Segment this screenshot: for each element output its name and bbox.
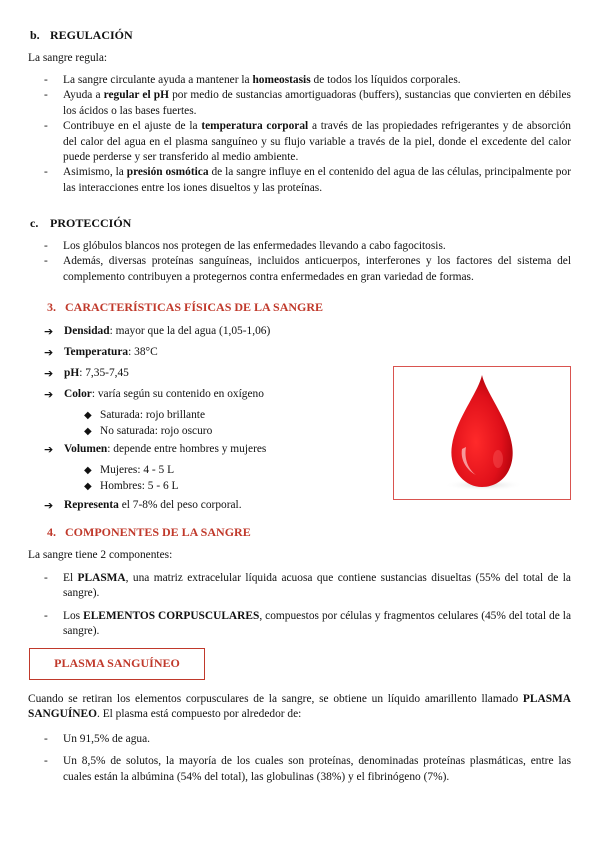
list-item: - La sangre circulante ayuda a mantener la homeostasis de todos los líquidos corporales.	[44, 73, 571, 88]
volumen-item: ➔ Volumen: depende entre hombres y mujeres	[44, 443, 267, 456]
regulacion-list	[44, 73, 571, 196]
diamond-bullet-icon: ◆	[84, 410, 92, 422]
list-item: - Además, diversas proteínas sanguíneas, incluidos anticuerpos, interferones y los factores del sistema del complemento contribuyen a protegernos contra enfermedades en gran variedad de formas.	[44, 254, 571, 285]
section-componentes-heading: 4. COMPONENTES DE LA SANGRE	[47, 525, 251, 539]
list-item: - Contribuye en el ajuste de la temperatura corporal a través de las propiedades refrigerantes y de absorción del calor del agua en el plasma sanguíneo y su flujo variable a través de la piel, donde el excedente del calor puede perderse y ser transferido al medio ambiente.	[44, 119, 571, 165]
representa-item: ➔ Representa el 7-8% del peso corporal.	[44, 499, 242, 512]
list-item: - El PLASMA, una matriz extracelular líquida acuosa que contiene sustancias disueltas (55% del total de la sangre).	[44, 571, 571, 602]
section-regulacion-heading: b. REGULACIÓN	[30, 28, 133, 42]
color-item: ➔ Color: varía según su contenido en oxígeno	[44, 388, 264, 401]
list-item: - Ayuda a regular el pH por medio de sustancias amortiguadoras (buffers), sustancias que convierten en débiles los ácidos o las bases fuertes.	[44, 88, 571, 119]
densidad-item: ➔ Densidad: mayor que la del agua (1,05-1,06)	[44, 325, 271, 338]
list-item: ◆ Saturada: rojo brillante	[44, 408, 344, 423]
list-item: - Un 8,5% de solutos, la mayoría de los cuales son proteínas, denominadas proteínas plasmáticas, entre las cuales están la albúmina (54% del total), las globulinas (38%) y el fibrinógeno (7%).	[44, 754, 571, 785]
componentes-intro: La sangre tiene 2 componentes:	[28, 549, 173, 561]
plasma-list	[44, 732, 571, 785]
arrow-icon: ➔	[44, 499, 54, 512]
list-item: - Los ELEMENTOS CORPUSCULARES, compuestos por células y fragmentos celulares (45% del total de la sangre).	[44, 609, 571, 640]
diamond-bullet-icon: ◆	[84, 480, 92, 492]
plasma-section-title-box: PLASMA SANGUÍNEO	[29, 648, 205, 680]
proteccion-list	[44, 239, 571, 285]
componentes-list	[44, 571, 571, 640]
ph-item: ➔ pH: 7,35-7,45	[44, 367, 129, 380]
list-item: - Los glóbulos blancos nos protegen de las enfermedades llevando a cabo fagocitosis.	[44, 239, 571, 254]
list-item: ◆ Hombres: 5 - 6 L	[44, 479, 344, 494]
diamond-bullet-icon: ◆	[84, 465, 92, 477]
list-item: - Un 91,5% de agua.	[44, 732, 571, 747]
blood-drop-image-frame	[393, 366, 571, 500]
arrow-icon: ➔	[44, 443, 54, 456]
arrow-icon: ➔	[44, 388, 54, 401]
arrow-icon: ➔	[44, 367, 54, 380]
list-item: ◆ No saturada: rojo oscuro	[44, 424, 344, 439]
regulacion-intro: La sangre regula:	[28, 52, 108, 64]
blood-drop-icon	[394, 367, 570, 499]
list-item: - Asimismo, la presión osmótica de la sangre influye en el contenido del agua de las células, principalmente por las interacciones entre los iones disueltos y las proteínas.	[44, 165, 571, 196]
section-caracteristicas-heading: 3. CARACTERÍSTICAS FÍSICAS DE LA SANGRE	[47, 300, 324, 314]
temperatura-item: ➔ Temperatura: 38°C	[44, 346, 158, 359]
diamond-bullet-icon: ◆	[84, 425, 92, 437]
list-item: ◆ Mujeres: 4 - 5 L	[44, 463, 344, 478]
arrow-icon: ➔	[44, 325, 54, 338]
caracteristicas-list	[44, 324, 344, 339]
section-proteccion-heading: c. PROTECCIÓN	[30, 216, 132, 230]
plasma-paragraph: Cuando se retiran los elementos corpusculares de la sangre, se obtiene un líquido amarillento llamado PLASMA SANGUÍNEO. El plasma está compuesto por alrededor de:	[28, 693, 571, 721]
arrow-icon: ➔	[44, 346, 54, 359]
